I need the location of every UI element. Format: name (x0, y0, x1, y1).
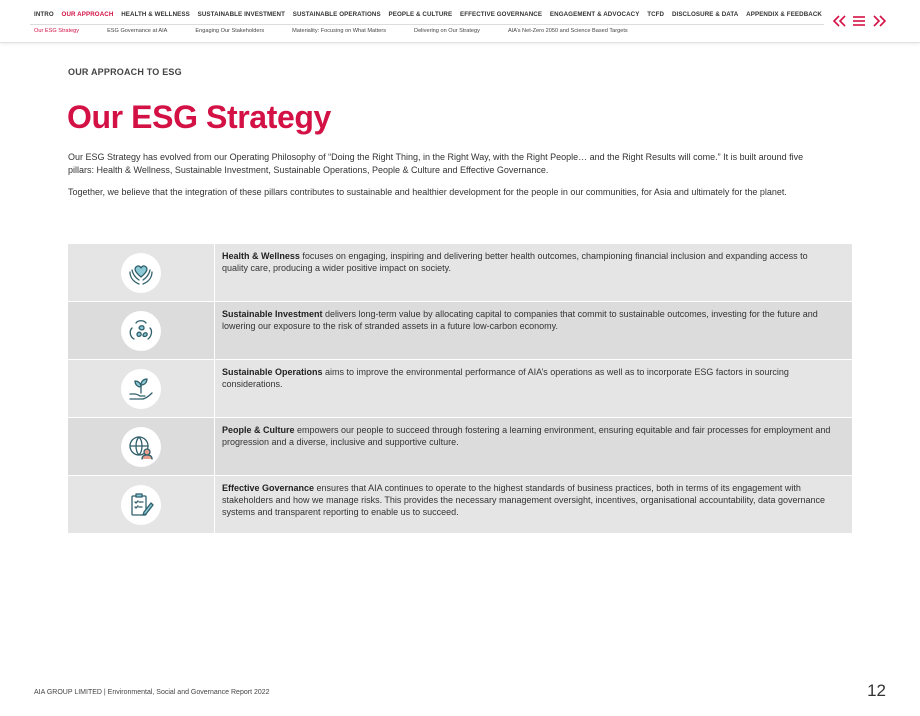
pillar-row-sustainable-operations (68, 360, 852, 417)
intro-text (68, 151, 828, 199)
subnav-item-esg-governance[interactable]: ESG Governance at AIA (107, 28, 168, 34)
subnav-item-delivering-strategy[interactable]: Delivering on Our Strategy (414, 28, 480, 34)
intro-paragraph: Together, we believe that the integration of these pillars contributes to sustainable and healthier development for the people in our communities, for Asia and ultimately for the planet. (68, 187, 787, 197)
nav-item-sustainable-investment[interactable]: SUSTAINABLE INVESTMENT (197, 11, 285, 18)
nav-item-intro[interactable]: INTRO (34, 11, 54, 18)
pillar-row-people-culture (68, 418, 852, 475)
page-title: Our ESG Strategy (67, 99, 331, 135)
next-page-button[interactable] (871, 11, 887, 31)
subnav-item-engaging-stakeholders[interactable]: Engaging Our Stakeholders (195, 28, 265, 34)
intro-paragraph: Our ESG Strategy has evolved from our Operating Philosophy of “Doing the Right Thing, in the Right Way, with the Right People… and the Right Results will come.” It is built around five pillars: Health & Wellness, Sustainable Investment, Sustainable Operations, People & Culture and Effective Governance. (68, 152, 804, 175)
chevron-double-right-icon (872, 15, 886, 27)
recycle-leaves-icon (126, 316, 156, 346)
nav-item-people-culture[interactable]: PEOPLE & CULTURE (388, 11, 453, 18)
nav-item-engagement-advocacy[interactable]: ENGAGEMENT & ADVOCACY (549, 11, 640, 18)
pillar-name: Health & Wellness (222, 251, 300, 261)
pillars-table (68, 244, 852, 534)
pillar-name: People & Culture (222, 425, 295, 435)
pillar-row-health-wellness (68, 244, 852, 301)
pillar-text: focuses on engaging, inspiring and delivering better health outcomes, championing financial inclusion and expanding access to quality care, producing a wider positive impact on society. (222, 251, 808, 274)
nav-item-health-wellness[interactable]: HEALTH & WELLNESS (121, 11, 190, 18)
pillar-name: Effective Governance (222, 483, 315, 493)
nav-item-tcfd[interactable]: TCFD (647, 11, 665, 18)
pillar-text: ensures that AIA continues to operate to the highest standards of business practices, both in terms of its engagement with stakeholders and how we manage risks. This provides the necessary management oversight, incentives, organisational accountability, data governance systems and transparent reporting to enable us to succeed. (222, 483, 826, 518)
subnav-item-net-zero[interactable]: AIA’s Net-Zero 2050 and Science Based Targets (507, 28, 628, 34)
clipboard-pen-icon (126, 490, 156, 520)
nav-item-our-approach[interactable]: OUR APPROACH (61, 11, 114, 18)
previous-page-button[interactable] (832, 11, 848, 31)
chevron-double-left-icon (833, 15, 847, 27)
pillar-description (215, 244, 852, 301)
globe-people-icon (126, 432, 156, 462)
pillar-text: empowers our people to succeed through fostering a learning environment, ensuring equitable and fair processes for employment and progression and a diverse, inclusive and supportive culture. (222, 425, 831, 448)
main-nav (34, 11, 822, 18)
pillar-description (215, 476, 852, 533)
pillar-description (215, 302, 852, 359)
sub-nav (34, 28, 628, 34)
pillar-text: aims to improve the environmental performance of AIA’s operations as well as to incorporate ESG factors in sourcing considerations. (222, 367, 789, 390)
nav-item-effective-governance[interactable]: EFFECTIVE GOVERNANCE (460, 11, 543, 18)
subnav-item-our-esg-strategy[interactable]: Our ESG Strategy (34, 28, 80, 34)
pillar-description (215, 418, 852, 475)
section-label: OUR APPROACH TO ESG (68, 67, 182, 77)
top-navigation-bar (0, 0, 920, 43)
nav-item-sustainable-operations[interactable]: SUSTAINABLE OPERATIONS (292, 11, 381, 18)
heart-hands-icon (126, 258, 156, 288)
pillar-row-sustainable-investment (68, 302, 852, 359)
pillar-row-effective-governance (68, 476, 852, 533)
nav-divider (30, 24, 824, 25)
pillar-name: Sustainable Investment (222, 309, 323, 319)
page-number: 12 (867, 681, 886, 700)
plant-hand-icon (126, 374, 156, 404)
nav-item-disclosure-data[interactable]: DISCLOSURE & DATA (671, 11, 739, 18)
pillar-description (215, 360, 852, 417)
nav-item-appendix-feedback[interactable]: APPENDIX & FEEDBACK (746, 11, 822, 18)
menu-button[interactable] (851, 11, 867, 31)
subnav-item-materiality[interactable]: Materiality: Focusing on What Matters (292, 28, 387, 34)
pillar-name: Sustainable Operations (222, 367, 323, 377)
pillar-text: delivers long-term value by allocating capital to companies that commit to sustainable outcomes, investing for the future and lowering our exposure to the risk of stranded assets in a future low-carbon economy. (222, 309, 818, 332)
footer-report-title: AIA GROUP LIMITED | Environmental, Social and Governance Report 2022 (34, 689, 270, 696)
menu-icon (852, 15, 866, 27)
